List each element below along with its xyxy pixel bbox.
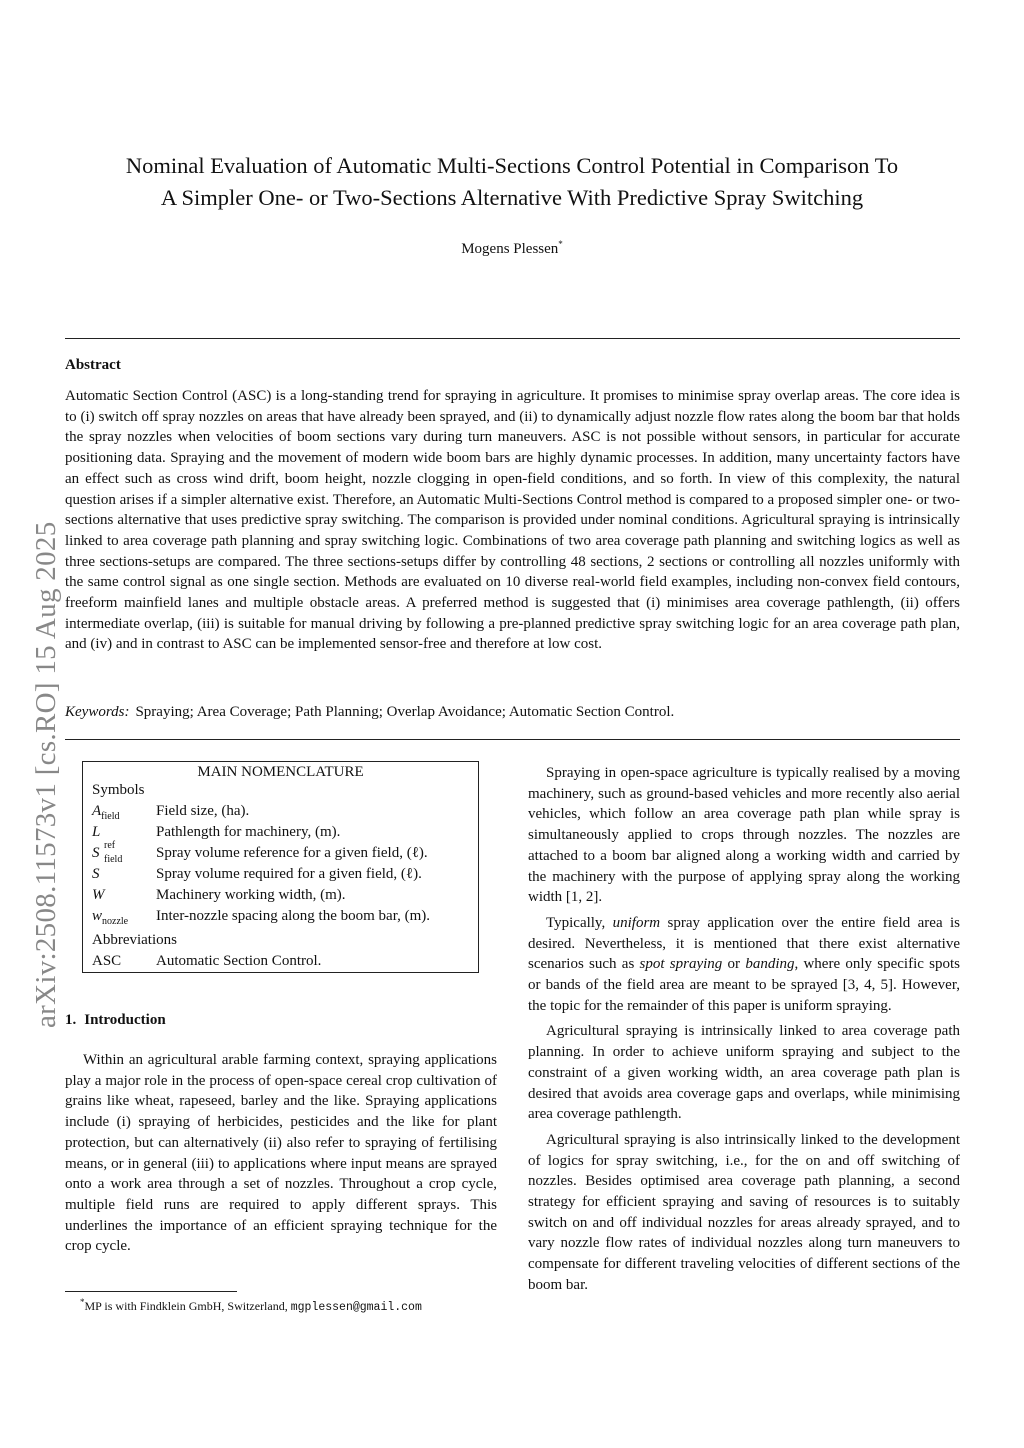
abbreviation-description: Automatic Section Control. — [156, 953, 322, 969]
left-column — [65, 1050, 497, 1257]
abstract-bottom-rule — [65, 739, 960, 740]
symbol-description: Spray volume reference for a given field, (ℓ). — [156, 845, 428, 861]
section-heading-introduction — [65, 1012, 174, 1029]
paragraph: Typically, uniform spray application over the entire field area is desired. Nevertheless, it is mentioned that there exist alternative scenarios such as spot spraying or banding, where only specific spots or bands of the field area are meant to be sprayed [3, 4, 5]. However, the topic for the remainder of this paper is uniform spraying. — [528, 914, 961, 1014]
section-number: 1. — [65, 1012, 77, 1028]
section-title: Introduction — [84, 1012, 166, 1028]
author-footnote-mark: * — [558, 239, 563, 249]
nomenclature-row — [92, 866, 422, 883]
nomenclature-row — [92, 824, 340, 841]
symbol: $w_{nozzle}$ — [92, 908, 129, 927]
symbol: S — [92, 866, 100, 882]
symbol: S ref field — [92, 840, 123, 865]
paper-title — [60, 150, 964, 214]
abstract-heading: Abstract — [65, 357, 121, 373]
footnote-rule — [65, 1291, 237, 1292]
nomenclature-row — [92, 908, 430, 927]
symbol-description: Field size, (ha). — [156, 803, 250, 819]
nomenclature-row — [92, 887, 346, 904]
intro-paragraph: Within an agricultural arable farming context, spraying applications play a major role in the process of open-space cereal crop cultivation of grains like wheat, rapeseed, barley and the like. Spraying applications include (i) spraying of herbicides, pesticides and the like for plant protection, but can alternatively (ii) also refer to spraying of fertilising means, or in general (iii) to applications where input means are sprayed onto a work area through a set of nozzles. Throughout a crop cycle, multiple field runs are required to apply different sprays. This underlines the importance of an efficient spraying technique for the crop cycle. — [65, 1052, 497, 1255]
footnote-text: MP is with Findklein GmbH, Switzerland, — [84, 1299, 291, 1313]
author-name: Mogens Plessen — [461, 241, 559, 257]
footnote-email[interactable]: mgplessen@gmail.com — [290, 1301, 422, 1314]
symbol: W — [92, 887, 105, 903]
emphasis: spot spraying — [639, 956, 723, 973]
title-line-2: A Simpler One- or Two-Sections Alternative With Predictive Spray Switching — [160, 185, 864, 210]
symbol-description: Inter-nozzle spacing along the boom bar, (m). — [156, 908, 430, 924]
keywords — [65, 704, 960, 721]
nomenclature-row — [92, 840, 428, 865]
footnote — [80, 1297, 422, 1314]
abbreviations-heading: Abbreviations — [92, 932, 177, 948]
right-column — [528, 763, 960, 1296]
abbreviation-row — [92, 953, 321, 970]
paragraph: Agricultural spraying is also intrinsically linked to the development of logics for spray switching, i.e., for the on and off switching of nozzles. Besides optimised area coverage path planning, a second strategy for efficient spraying and saving of resources is to suitably switch on and off individual nozzles for areas already sprayed, and to vary nozzle flow rates of individual nozzles along turn maneuvers to compensate for different traveling velocities of different sections of the boom bar. — [528, 1131, 960, 1293]
title-line-1: Nominal Evaluation of Automatic Multi-Sections Control Potential in Comparison To — [125, 153, 899, 178]
symbol: L — [92, 824, 101, 840]
abstract-text: Automatic Section Control (ASC) is a long-standing trend for spraying in agriculture. It promises to minimise spray overlap areas. The core idea is to (i) switch off spray nozzles on areas that have already been sprayed, and (ii) to dynamically adjust nozzle flow rates along the boom bar that holds the spray nozzles when velocities of boom sections vary during turn maneuvers. ASC is not possible without sensors, in particular for accurate positioning data. Spraying and the movement of modern wide boom bars are highly dynamic processes. In addition, many uncertainty factors have an effect such as cross wind drift, boom height, nozzle clogging in open-field conditions, and so forth. In view of this complexity, the natural question arises if a simpler alternative exist. Therefore, an Automatic Multi-Sections Control method is compared to a proposed simpler one- or two-sections alternative that uses predictive spray switching. The comparison is provided under nominal conditions. Agricultural spraying is intrinsically linked to area coverage path planning and spray switching logic. Combinations of two area coverage path planning and switching logics as well as three sections-setups are compared. The three sections-setups differ by controlling 48 sections, 2 sections or controlling all nozzles uniformly with the same control signal as one single section. Methods are evaluated on 10 diverse real-world field examples, including non-convex field contours, freeform mainfield lanes and multiple obstacle areas. A preferred method is suggested that (i) minimises area coverage pathlength, (ii) offers intermediate overlap, (iii) is suitable for manual driving by following a pre-planned predictive spray switching logic for an area coverage path plan, and (iv) and in contrast to ASC can be implemented sensor-free and therefore at low cost. — [65, 388, 960, 653]
symbol-description: Spray volume required for a given field, (ℓ). — [156, 866, 422, 882]
nomenclature-box — [82, 761, 479, 973]
emphasis: banding — [745, 956, 795, 973]
nomenclature-title: MAIN NOMENCLATURE — [197, 764, 364, 780]
footnote-mark: * — [80, 1297, 85, 1307]
keywords-text: Spraying; Area Coverage; Path Planning; Overlap Avoidance; Automatic Section Control. — [135, 704, 675, 720]
keywords-label: Keywords: — [65, 704, 130, 720]
author — [0, 239, 1024, 258]
symbol: $A_{field}$ — [92, 803, 120, 822]
arxiv-identifier: arXiv:2508.11573v1 [cs.RO] 15 Aug 2025 — [30, 521, 62, 1028]
abbreviation: ASC — [92, 953, 122, 969]
paragraph: Spraying in open-space agriculture is typically realised by a moving machinery, such as ground-based vehicles and more recently also aerial vehicles, which follow an area coverage path plan while spray is simultaneously applied to crops through nozzles. The nozzles are attached to a boom bar aligned along a working width and carried by the machinery with the purpose of applying spray along the working width [1, 2]. — [528, 765, 960, 906]
top-rule — [65, 338, 960, 339]
paragraph: Agricultural spraying is intrinsically linked to area coverage path planning. In order to achieve uniform spraying and subject to the constraint of a given working width, an area coverage path plan is desired that avoids area coverage gaps and overlaps, while minimising area coverage pathlength. — [528, 1023, 960, 1123]
symbol-description: Pathlength for machinery, (m). — [156, 824, 341, 840]
emphasis: uniform — [612, 914, 661, 931]
symbol-description: Machinery working width, (m). — [156, 887, 346, 903]
nomenclature-row — [92, 803, 249, 822]
symbols-heading: Symbols — [92, 782, 145, 798]
